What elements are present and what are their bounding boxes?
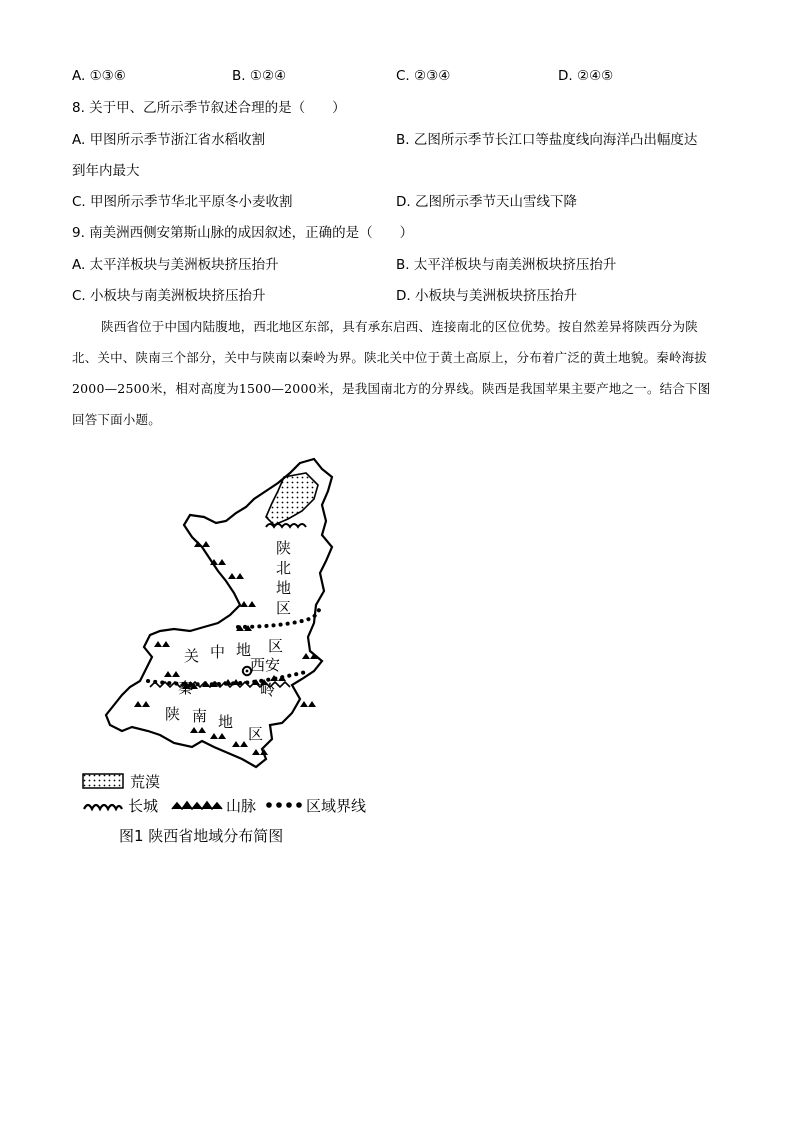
q9-option-a: A. 太平洋板块与美洲板块挤压抬升 [72, 257, 279, 273]
label-north-1: 陕 [276, 539, 292, 557]
q8-option-b-continued: 到年内最大 [72, 163, 140, 179]
legend-mountain-label: 山脉 [226, 796, 257, 815]
q8-option-d: D. 乙图所示季节天山雪线下降 [396, 194, 577, 210]
q7-option-c: C. ②③④ [396, 68, 451, 84]
q9-option-b: B. 太平洋板块与南美洲板块挤压抬升 [396, 257, 617, 273]
label-south-4: 区 [248, 725, 264, 743]
q8-stem: 8. 关于甲、乙所示季节叙述合理的是（ ） [72, 100, 346, 116]
q8-option-a: A. 甲图所示季节浙江省水稻收割 [72, 132, 266, 148]
label-qinling-1: 秦 [178, 679, 194, 697]
label-guanzhong-1: 关 [184, 647, 200, 665]
mountain-legend-icon [170, 797, 226, 813]
q7-option-b: B. ①②④ [232, 68, 287, 84]
label-south-3: 地 [218, 713, 234, 731]
label-xian: 西安 [250, 656, 281, 674]
q7-option-d: D. ②④⑤ [558, 68, 614, 84]
q9-option-d: D. 小板块与美洲板块挤压抬升 [396, 288, 577, 304]
desert-legend-icon [82, 773, 124, 789]
label-north-4: 区 [276, 599, 292, 617]
q7-option-a: A. ①③⑥ [72, 68, 126, 84]
label-qinling-2: 岭 [260, 681, 276, 699]
reading-passage: 陕西省位于中国内陆腹地，西北地区东部，具有承东启西、连接南北的区位优势。按自然差异将陕西分为陕北、关中、陕南三个部分，关中与陕南以秦岭为界。陕北关中位于黄土高原上，分布着广泛的黄土地貌。秦岭海拔2000—2500米，相对高度为1500—2000米，是我国南北方的分界线。陕西是我国苹果主要产地之一。结合下图回答下面小题。 [72, 319, 711, 427]
q9-option-c: C. 小板块与南美洲板块挤压抬升 [72, 288, 266, 304]
q9-stem: 9. 南美洲西侧安第斯山脉的成因叙述，正确的是（ ） [72, 225, 414, 241]
legend-desert-label: 荒漠 [130, 772, 161, 791]
figure-caption: 图1 陕西省地域分布简图 [119, 827, 284, 845]
label-south-2: 南 [192, 707, 208, 725]
legend-row-2 [82, 794, 366, 816]
legend-boundary-label: 区域界线 [306, 796, 367, 815]
label-guanzhong-3: 地 [236, 641, 252, 659]
label-north-3: 地 [276, 579, 292, 597]
label-north-2: 北 [276, 559, 292, 577]
label-south-1: 陕 [165, 705, 181, 723]
legend-great-wall-label: 长城 [128, 796, 159, 815]
q8-option-b: B. 乙图所示季节长江口等盐度线向海洋凸出幅度达 [396, 132, 698, 148]
label-guanzhong-2: 中 [210, 643, 226, 661]
label-guanzhong-4: 区 [268, 637, 284, 655]
great-wall-legend-icon [82, 797, 124, 813]
boundary-legend-icon [264, 797, 306, 813]
shaanxi-map [70, 455, 360, 775]
q8-option-c: C. 甲图所示季节华北平原冬小麦收割 [72, 194, 293, 210]
legend-desert [82, 770, 160, 792]
